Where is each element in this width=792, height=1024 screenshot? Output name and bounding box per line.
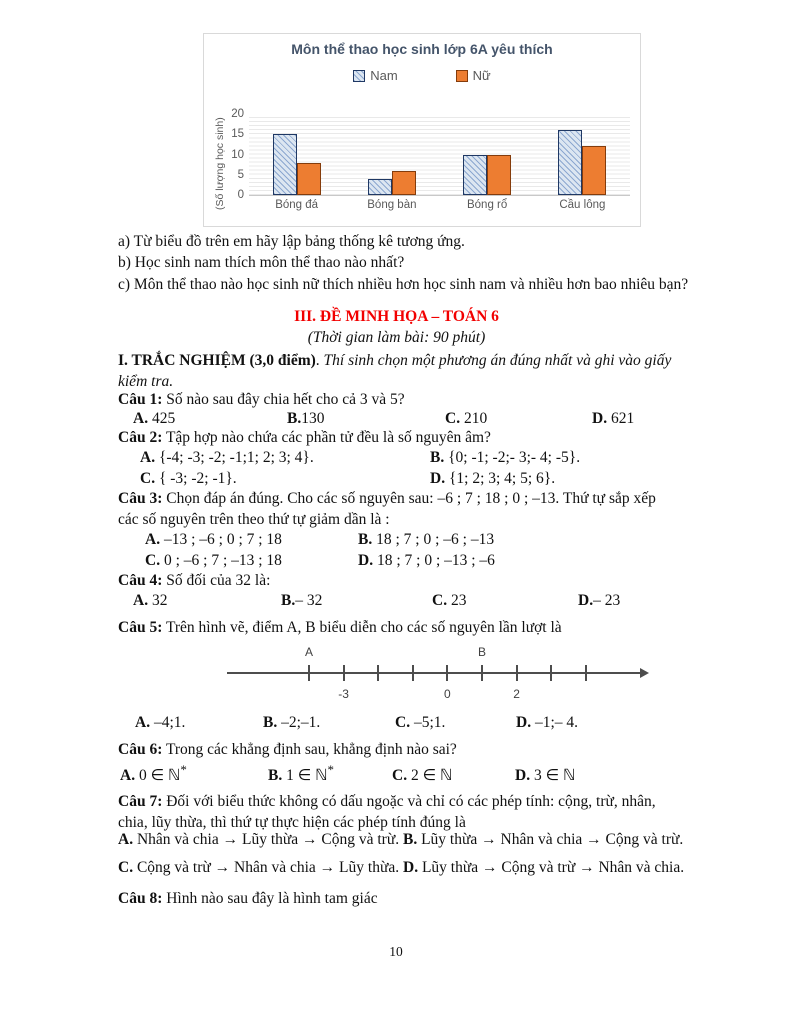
option-b: B. –2;–1.	[263, 714, 321, 731]
option-b: B.130	[287, 410, 325, 427]
number-line-tick	[446, 665, 448, 681]
option-a: A. –4;1.	[135, 714, 186, 731]
bar-nam	[273, 134, 297, 195]
intro-line-a: a) Từ biểu đồ trên em hãy lập bảng thống kê tương ứng.	[118, 233, 465, 250]
option-b: B. {0; -1; -2;- 3;- 4; -5}.	[430, 449, 581, 466]
exam-subtitle: (Thời gian làm bài: 90 phút)	[307, 329, 486, 346]
bar-nam	[558, 130, 582, 195]
question-4: Câu 4: Số đối của 32 là:	[118, 572, 271, 589]
option-d: D. 18 ; 7 ; 0 ; –13 ; –6	[358, 552, 495, 569]
option-b: B. Lũy thừa → Nhân và chia → Cộng và trừ.	[403, 831, 684, 848]
y-tick-label: 20	[231, 108, 244, 120]
option-b: B.– 32	[281, 592, 323, 609]
question-4-options	[118, 590, 690, 611]
question-3-options-ab	[118, 529, 702, 550]
bar-group-1	[249, 114, 344, 195]
y-axis-label: (Số lượng học sinh)	[214, 117, 226, 210]
question-1: Câu 1: Số nào sau đây chia hết cho cả 3 và 5?	[118, 391, 405, 408]
option-c: C. Cộng và trừ → Nhân và chia → Lũy thừa.	[118, 859, 400, 876]
x-category-label: Bóng bàn	[367, 199, 417, 211]
number-line-tick	[412, 665, 414, 681]
option-c: C. 2 ∈ ℕ	[392, 767, 453, 785]
x-category-label: Bóng rổ	[466, 199, 508, 211]
option-a: A. 425	[133, 410, 176, 427]
question-2-options-ab	[118, 447, 697, 468]
y-tick-label: 15	[231, 128, 244, 141]
y-tick-label: 5	[237, 168, 244, 181]
bar-nữ	[297, 163, 321, 195]
option-d: D. {1; 2; 3; 4; 5; 6}.	[430, 470, 556, 487]
bar-nữ	[582, 146, 606, 195]
y-tick-label: 0	[237, 189, 244, 201]
legend-swatch-icon	[456, 70, 468, 82]
number-line-tick	[585, 665, 587, 681]
legend-swatch-icon	[353, 70, 365, 82]
bar-nữ	[392, 171, 416, 195]
option-a: A. –13 ; –6 ; 0 ; 7 ; 18	[145, 531, 282, 548]
option-b: B. 18 ; 7 ; 0 ; –6 ; –13	[358, 531, 495, 548]
page-number: 10	[389, 944, 403, 959]
question-6: Câu 6: Trong các khẳng định sau, khẳng định nào sai?	[118, 741, 457, 758]
option-a: A. {-4; -3; -2; -1;1; 2; 3; 4}.	[140, 449, 314, 466]
x-category-label: Cầu lông	[559, 199, 606, 211]
question-1-options	[118, 408, 690, 429]
x-axis-labels	[249, 199, 630, 211]
section-header-bold: I. TRẮC NGHIỆM (3,0 điểm)	[118, 352, 316, 369]
option-c: C. –5;1.	[395, 714, 446, 731]
question-2-options-cd	[118, 468, 697, 489]
number-line-point-a: A	[304, 645, 314, 659]
option-d: D.– 23	[578, 592, 621, 609]
question-5: Câu 5: Trên hình vẽ, điểm A, B biểu diễn cho các số nguyên lần lượt là	[118, 619, 562, 636]
bar-chart	[203, 33, 641, 227]
number-line-point-b: B	[477, 645, 487, 659]
number-line-tick	[377, 665, 379, 681]
number-line-tick	[550, 665, 552, 681]
option-a: A. Nhân và chia → Lũy thừa → Cộng và trừ.	[118, 831, 400, 848]
number-line-tick	[481, 665, 483, 681]
bar-nam	[368, 179, 392, 195]
chart-plot-area	[214, 108, 630, 211]
option-a: A. 0 ∈ ℕ*	[120, 762, 187, 785]
section-header-italic: Thí sinh chọn một phương án đúng nhất và ghi vào giấy kiểm tra.	[118, 352, 672, 390]
x-category-label: Bóng đá	[275, 199, 319, 211]
question-3: Câu 3: Chọn đáp án đúng. Cho các số nguyên sau: –6 ; 7 ; 18 ; 0 ; –13. Thứ tự sắp xếp các số nguyên trên theo thứ tự giảm dần là :	[118, 490, 656, 528]
number-line-axis	[227, 672, 641, 674]
y-axis-ticks	[227, 108, 249, 201]
bar-nam	[463, 155, 487, 196]
question-8: Câu 8: Hình nào sau đây là hình tam giác	[118, 890, 378, 907]
number-line-label: 2	[513, 687, 520, 701]
bar-group-4	[535, 114, 630, 195]
option-c: C. 0 ; –6 ; 7 ; –13 ; 18	[145, 552, 282, 569]
y-tick-label: 10	[231, 148, 244, 161]
bar-nữ	[487, 155, 511, 196]
number-line-tick	[343, 665, 345, 681]
number-line-arrow-icon	[640, 668, 649, 678]
legend-label: Nam	[370, 68, 398, 83]
option-c: C. 210	[445, 410, 488, 427]
question-7-options-ab	[118, 829, 684, 850]
intro-line-b: b) Học sinh nam thích môn thể thao nào nhất?	[118, 254, 405, 271]
bar-group-2	[344, 114, 439, 195]
option-a: A. 32	[133, 592, 168, 609]
number-line-label: 0	[444, 687, 451, 701]
plot-gridlines	[249, 114, 630, 196]
chart-title: Môn thể thao học sinh lớp 6A yêu thích	[291, 41, 553, 57]
question-5-options	[118, 712, 692, 733]
option-d: D. 3 ∈ ℕ	[515, 767, 576, 785]
number-line-tick	[516, 665, 518, 681]
option-d: D. Lũy thừa → Cộng và trừ → Nhân và chia.	[403, 859, 685, 876]
legend-item-nữ	[456, 68, 491, 83]
option-c: C. 23	[432, 592, 467, 609]
exam-title: III. ĐỀ MINH HỌA – TOÁN 6	[294, 308, 499, 325]
option-d: D. –1;– 4.	[516, 714, 579, 731]
question-7-options-cd	[118, 857, 685, 878]
option-c: C. { -3; -2; -1}.	[140, 470, 237, 487]
chart-legend	[204, 68, 640, 83]
question-6-options	[118, 759, 677, 786]
legend-item-nam	[353, 68, 397, 83]
question-3-options-cd	[118, 550, 702, 571]
number-line-tick	[308, 665, 310, 681]
legend-label: Nữ	[472, 68, 491, 83]
section-header: I. TRẮC NGHIỆM (3,0 điểm). Thí sinh chọn một phương án đúng nhất và ghi vào giấy kiểm tra.	[118, 352, 672, 390]
option-b: B. 1 ∈ ℕ*	[268, 762, 334, 785]
intro-line-c: c) Môn thể thao nào học sinh nữ thích nhiều hơn học sinh nam và nhiều hơn bao nhiêu bạn?	[118, 276, 689, 293]
question-7: Câu 7: Đối với biểu thức không có dấu ngoặc và chỉ có các phép tính: cộng, trừ, nhân, chia, lũy thừa, thì thứ tự thực hiện các phép tính đúng là	[118, 793, 656, 831]
bar-group-3	[440, 114, 535, 195]
number-line-label: -3	[338, 687, 349, 701]
option-d: D. 621	[592, 410, 635, 427]
number-line-figure	[227, 645, 659, 709]
question-2: Câu 2: Tập hợp nào chứa các phần tử đều là số nguyên âm?	[118, 429, 491, 446]
